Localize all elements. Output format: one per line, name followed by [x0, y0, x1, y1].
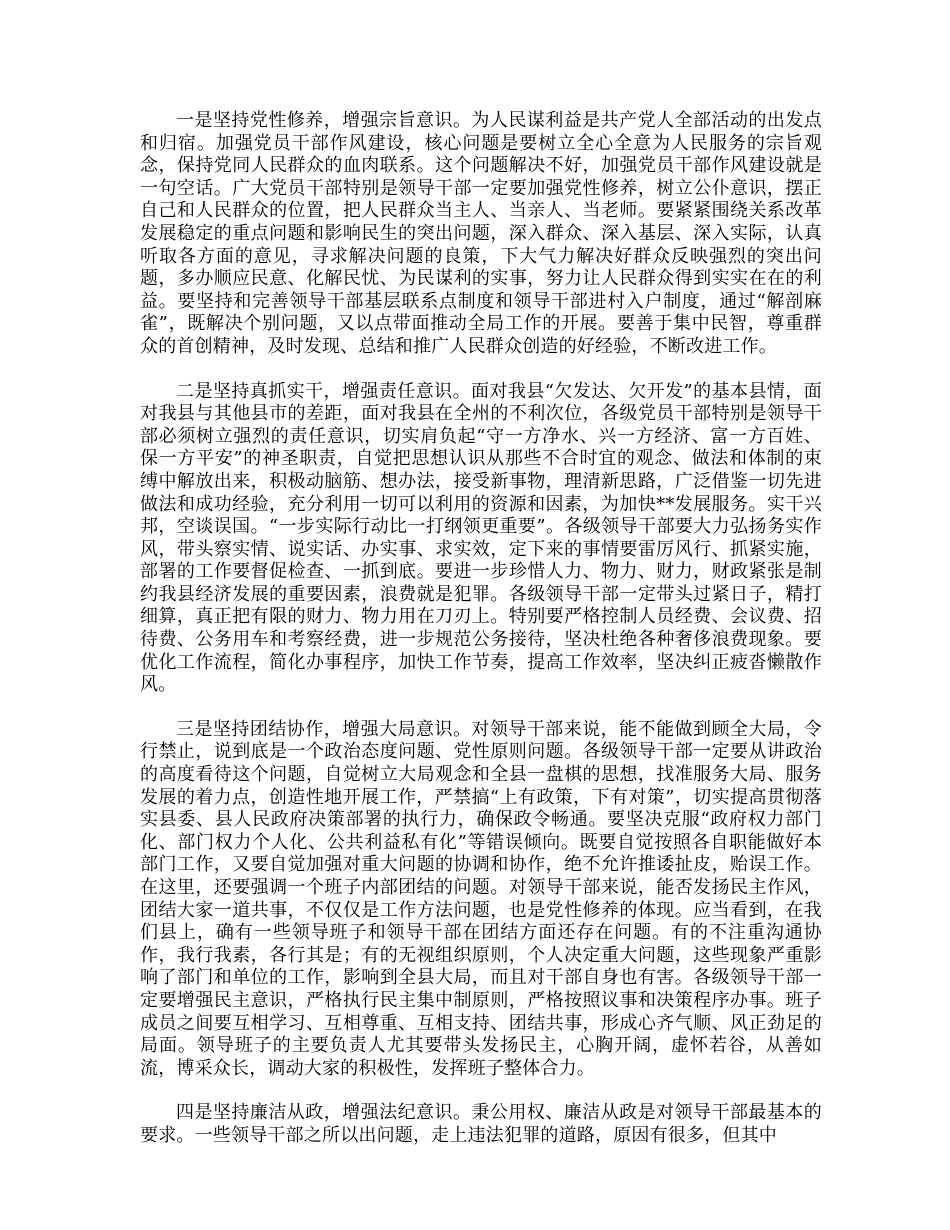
paragraph-3: 三是坚持团结协作，增强大局意识。对领导干部来说，能不能做到顾全大局，令行禁止，说到底是一个政治态度问题、党性原则问题。各级领导干部一定要从讲政治的高度看待这个问题，自觉树立大局观念和全县一盘棋的思想，找准服务大局、服务发展的着力点，创造性地开展工作，严禁搞“上有政策，下有对策”，切实提高贯彻落实县委、县人民政府决策部署的执行力，确保政令畅通。要坚决克服“政府权力部门化、部门权力个人化、公共利益私有化”等错误倾向。既要自觉按照各自职能做好本部门工作，又要自觉加强对重大问题的协调和协作，绝不允许推诿扯皮，贻误工作。在这里，还要强调一个班子内部团结的问题。对领导干部来说，能否发扬民主作风，团结大家一道共事，不仅仅是工作方法问题，也是党性修养的体现。应当看到，在我们县上，确有一些领导班子和领导干部在团结方面还存在问题。有的不注重沟通协作，我行我素，各行其是；有的无视组织原则，个人决定重大问题，这些现象严重影响了部门和单位的工作，影响到全县大局，而且对干部自身也有害。各级领导干部一定要增强民主意识，严格执行民主集中制原则，严格按照议事和决策程序办事。班子成员之间要互相学习、互相尊重、互相支持、团结共事，形成心齐气顺、风正劲足的局面。领导班子的主要负责人尤其要带头发扬民主，心胸开阔，虚怀若谷，从善如流，博采众长，调动大家的积极性，发挥班子整体合力。 — [140, 718, 822, 1079]
paragraph-4: 四是坚持廉洁从政，增强法纪意识。秉公用权、廉洁从政是对领导干部最基本的要求。一些领导干部之所以出问题，走上违法犯罪的道路，原因有很多，但其中 — [140, 1102, 822, 1146]
paragraph-1: 一是坚持党性修养，增强宗旨意识。为人民谋利益是共产党人全部活动的出发点和归宿。加强党员干部作风建设，核心问题是要树立全心全意为人民服务的宗旨观念，保持党同人民群众的血肉联系。这个问题解决不好，加强党员干部作风建设就是一句空话。广大党员干部特别是领导干部一定要加强党性修养，树立公仆意识，摆正自己和人民群众的位置，把人民群众当主人、当亲人、当老师。要紧紧围绕关系改革发展稳定的重点问题和影响民生的突出问题，深入群众、深入基层、深入实际，认真听取各方面的意见，寻求解决问题的良策，下大气力解决好群众反映强烈的突出问题，多办顺应民意、化解民忧、为民谋利的实事，努力让人民群众得到实实在在的利益。要坚持和完善领导干部基层联系点制度和领导干部进村入户制度，通过“解剖麻雀”，既解决个别问题，又以点带面推动全局工作的开展。要善于集中民智，尊重群众的首创精神，及时发现、总结和推广人民群众创造的好经验，不断改进工作。 — [140, 110, 822, 357]
document-body — [140, 110, 822, 1170]
paragraph-2: 二是坚持真抓实干，增强责任意识。面对我县“欠发达、欠开发”的基本县情，面对我县与其他县市的差距，面对我县在全州的不利次位，各级党员干部特别是领导干部必须树立强烈的责任意识，切实肩负起“守一方净水、兴一方经济、富一方百姓、保一方平安”的神圣职责，自觉把思想认识从那些不合时宜的观念、做法和体制的束缚中解放出来，积极动脑筋、想办法，接受新事物，理清新思路，广泛借鉴一切先进做法和成功经验，充分利用一切可以利用的资源和因素，为加快**发展服务。实干兴邦，空谈误国。“一步实际行动比一打纲领更重要”。各级领导干部要大力弘扬务实作风，带头察实情、说实话、办实事、求实效，定下来的事情要雷厉风行、抓紧实施，部署的工作要督促检查、一抓到底。要进一步珍惜人力、物力、财力，财政紧张是制约我县经济发展的重要因素，浪费就是犯罪。各级领导干部一定带头过紧日子，精打细算，真正把有限的财力、物力用在刀刃上。特别要严格控制人员经费、会议费、招待费、公务用车和考察经费，进一步规范公务接待，坚决杜绝各种奢侈浪费现象。要优化工作流程，简化办事程序，加快工作节奏，提高工作效率，坚决纠正疲沓懒散作风。 — [140, 380, 822, 696]
